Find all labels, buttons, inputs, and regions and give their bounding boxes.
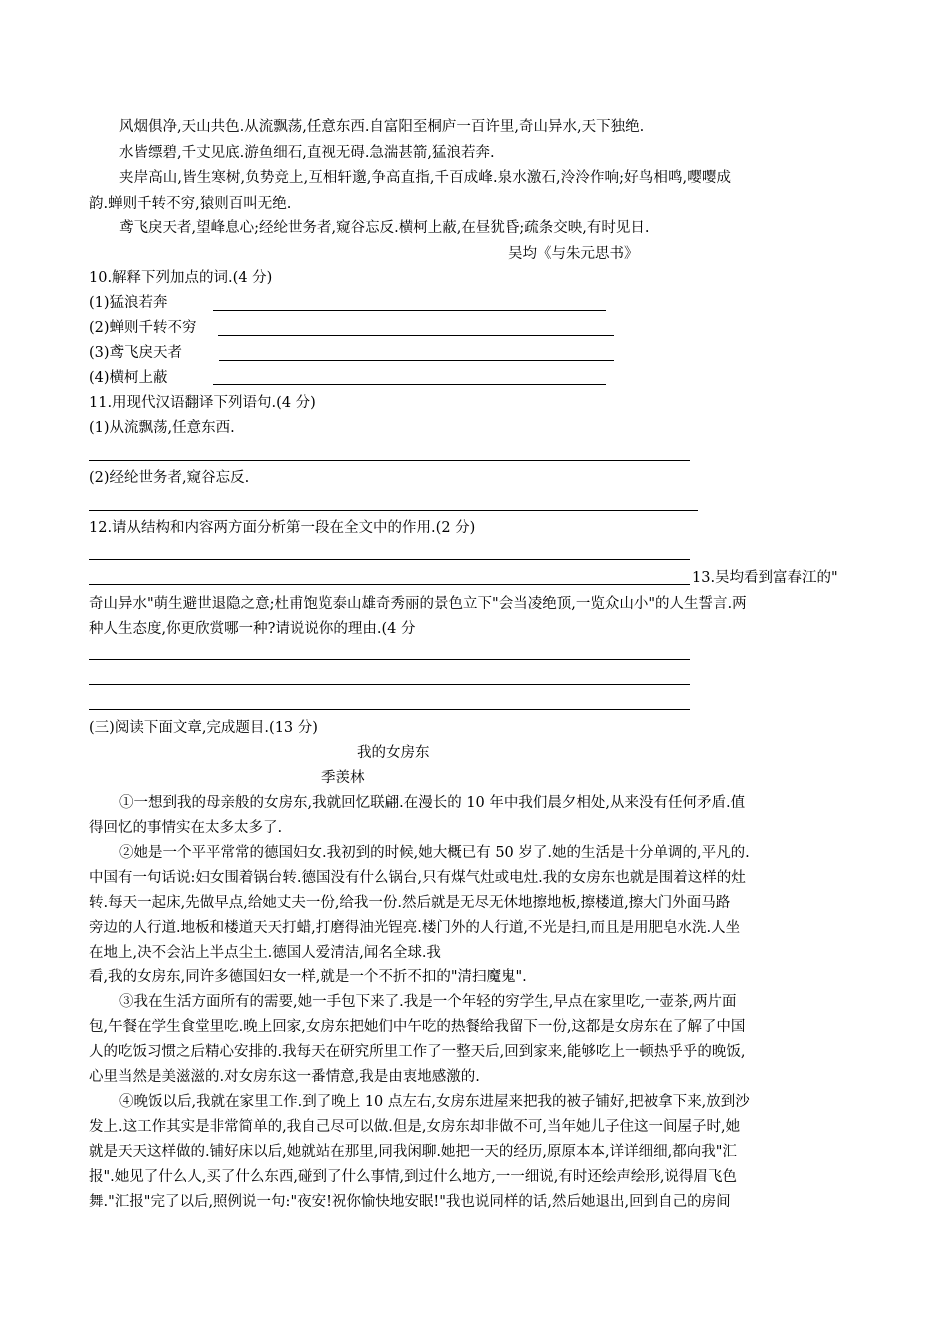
article-paragraph-1-line: ①一想到我的母亲般的女房东,我就回忆联翩.在漫长的 10 年中我们晨夕相处,从来没有任何矛盾.值 bbox=[119, 795, 746, 811]
article-paragraph-4-line: ④晚饭以后,我就在家里工作.到了晚上 10 点左右,女房东进屋来把我的被子铺好,把被拿下来,放到沙 bbox=[119, 1094, 750, 1110]
poem-paragraph-3-line-1: 夹岸高山,皆生寒树,负势竞上,互相轩邈,争高直指,千百成峰.泉水激石,泠泠作响;好鸟相鸣,嘤嘤成 bbox=[119, 170, 732, 186]
poem-source: 吴均《与朱元思书》 bbox=[508, 246, 639, 262]
question-13-line-2: 奇山异水"萌生避世退隐之意;杜甫饱览泰山雄奇秀丽的景色立下"会当凌绝顶,一览众山小"的人生誓言.两 bbox=[89, 596, 747, 612]
question-13-line-1: 13.吴均看到富春江的" bbox=[692, 570, 838, 586]
answer-line[interactable] bbox=[89, 559, 690, 560]
answer-line[interactable] bbox=[89, 510, 698, 511]
poem-paragraph-3-line-2: 韵.蝉则千转不穷,猿则百叫无绝. bbox=[89, 196, 292, 212]
article-paragraph-1-line: 得回忆的事情实在太多太多了. bbox=[89, 820, 283, 836]
answer-line[interactable] bbox=[89, 684, 690, 685]
article-paragraph-2-line: 旁边的人行道.地板和楼道天天打蜡,打磨得油光锃亮.楼门外的人行道,不光是扫,而且是用肥皂水洗.人坐 bbox=[89, 920, 741, 936]
question-10-item-3: (3)鸢飞戾天者 bbox=[89, 345, 183, 361]
question-12-title: 12.请从结构和内容两方面分析第一段在全文中的作用.(2 分) bbox=[89, 520, 476, 536]
section-3-heading: (三)阅读下面文章,完成题目.(13 分) bbox=[89, 720, 318, 736]
article-author: 季羡林 bbox=[321, 770, 365, 786]
answer-line[interactable] bbox=[89, 460, 690, 461]
answer-line[interactable] bbox=[213, 384, 606, 385]
article-paragraph-3-line: 人的吃饭习惯之后精心安排的.我每天在研究所里工作了一整天后,回到家来,能够吃上一顿热乎乎的晚饭, bbox=[89, 1044, 746, 1060]
article-paragraph-2-line: 看,我的女房东,同许多德国妇女一样,就是一个不折不扣的"清扫魔鬼". bbox=[89, 969, 527, 985]
question-11-title: 11.用现代汉语翻译下列语句.(4 分) bbox=[89, 395, 316, 411]
poem-paragraph-1: 风烟俱净,天山共色.从流飘荡,任意东西.自富阳至桐庐一百许里,奇山异水,天下独绝. bbox=[119, 119, 645, 135]
article-paragraph-4-line: 报".她见了什么人,买了什么东西,碰到了什么事情,到过什么地方,一一细说,有时还绘声绘形,说得眉飞色 bbox=[89, 1169, 737, 1185]
question-10-item-4: (4)横柯上蔽 bbox=[89, 370, 168, 386]
question-13-line-3: 种人生态度,你更欣赏哪一种?请说说你的理由.(4 分 bbox=[89, 621, 416, 637]
answer-line[interactable] bbox=[89, 709, 690, 710]
article-paragraph-2-line: 在地上,决不会沾上半点尘土.德国人爱清洁,闻名全球.我 bbox=[89, 945, 441, 961]
answer-line[interactable] bbox=[213, 310, 606, 311]
question-10-title: 10.解释下列加点的词.(4 分) bbox=[89, 270, 273, 286]
article-paragraph-4-line: 舞."汇报"完了以后,照例说一句:"夜安!祝你愉快地安眠!"我也说同样的话,然后她退出,回到自己的房间 bbox=[89, 1194, 731, 1210]
article-paragraph-4-line: 发上.这工作其实是非常简单的,我自己尽可以做.但是,女房东却非做不可,当年她儿子住这一间屋子时,她 bbox=[89, 1119, 741, 1135]
article-paragraph-3-line: 包,午餐在学生食堂里吃.晚上回家,女房东把她们中午吃的热餐给我留下一份,这都是女房东在了解了中国 bbox=[89, 1019, 746, 1035]
article-title: 我的女房东 bbox=[357, 745, 430, 761]
poem-paragraph-4: 鸢飞戾天者,望峰息心;经纶世务者,窥谷忘反.横柯上蔽,在昼犹昏;疏条交映,有时见日. bbox=[119, 220, 650, 236]
article-paragraph-3-line: ③我在生活方面所有的需要,她一手包下来了.我是一个年轻的穷学生,早点在家里吃,一壶茶,两片面 bbox=[119, 994, 737, 1010]
question-11-item-1: (1)从流飘荡,任意东西. bbox=[89, 420, 235, 436]
question-10-item-2: (2)蝉则千转不穷 bbox=[89, 320, 197, 336]
answer-line[interactable] bbox=[218, 335, 614, 336]
article-paragraph-2-line: 转.每天一起床,先做早点,给她丈夫一份,给我一份.然后就是无尽无休地擦地板,擦楼道,擦大门外面马路 bbox=[89, 895, 731, 911]
article-paragraph-4-line: 就是天天这样做的.铺好床以后,她就站在那里,同我闲聊.她把一天的经历,原原本本,详详细细,都向我"汇 bbox=[89, 1144, 737, 1160]
poem-paragraph-2: 水皆缥碧,千丈见底.游鱼细石,直视无碍.急湍甚箭,猛浪若奔. bbox=[119, 145, 495, 161]
answer-line[interactable] bbox=[89, 659, 690, 660]
answer-line[interactable] bbox=[89, 584, 690, 585]
article-paragraph-3-line: 心里当然是美滋滋的.对女房东这一番情意,我是由衷地感激的. bbox=[89, 1069, 480, 1085]
answer-line[interactable] bbox=[219, 360, 614, 361]
article-paragraph-2-line: 中国有一句话说:妇女围着锅台转.德国没有什么锅台,只有煤气灶或电灶.我的女房东也就是围着这样的灶 bbox=[89, 870, 746, 886]
question-10-item-1: (1)猛浪若奔 bbox=[89, 295, 168, 311]
question-11-item-2: (2)经纶世务者,窥谷忘反. bbox=[89, 470, 250, 486]
article-paragraph-2-line: ②她是一个平平常常的德国妇女.我初到的时候,她大概已有 50 岁了.她的生活是十分单调的,平凡的. bbox=[119, 845, 750, 861]
